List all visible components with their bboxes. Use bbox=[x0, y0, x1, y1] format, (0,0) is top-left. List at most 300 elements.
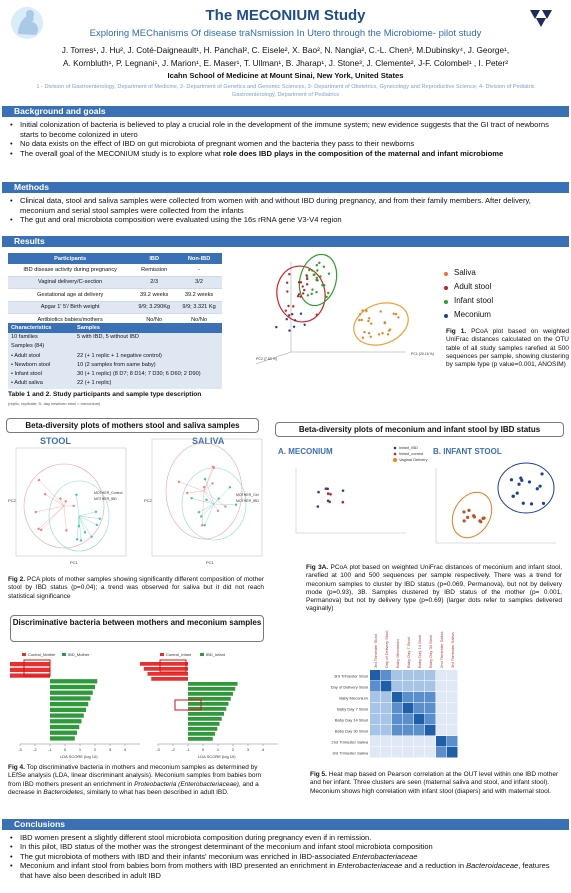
data-point bbox=[542, 502, 545, 505]
table-cell: 22 (+ 1 replic) bbox=[74, 379, 222, 388]
heatmap-cell bbox=[447, 736, 458, 747]
heatmap-col-label: Baby Day 14 Stool bbox=[417, 634, 423, 668]
saliva-legend-a: MOTHER_Ctrl bbox=[236, 493, 259, 497]
infant-control-ellipse bbox=[444, 485, 499, 545]
data-point bbox=[303, 324, 305, 326]
heatmap-cell bbox=[447, 725, 458, 736]
table-cell: 9/9; 3.321 Kg bbox=[176, 301, 222, 314]
fig4-lefse-plots bbox=[10, 650, 290, 760]
lda-bar bbox=[50, 696, 91, 700]
fig3-caption bbox=[306, 564, 562, 614]
tick-label: 4 bbox=[261, 747, 265, 752]
fig4-axis-b: LDA SCORE (log 10) bbox=[198, 754, 236, 759]
heatmap-cell bbox=[381, 670, 392, 681]
table-row bbox=[8, 301, 222, 314]
legend-label: Saliva bbox=[454, 268, 476, 277]
legend-dot bbox=[444, 314, 448, 318]
heatmap-row-label: Baby Day 7 Stool bbox=[337, 706, 368, 712]
heatmap-cell bbox=[436, 692, 447, 703]
data-point bbox=[530, 502, 533, 505]
bullet-text: No data exists on the effect of IBD on gut microbiota of pregnant women and the bacteria they pass to their newborns bbox=[20, 139, 415, 149]
stool-legend-a: MOTHER_Control bbox=[94, 491, 123, 495]
data-point bbox=[370, 322, 372, 324]
fig4-axis-a: LDA SCORE (log 10) bbox=[60, 754, 98, 759]
lda-bar bbox=[50, 691, 93, 695]
lda-bar bbox=[188, 682, 238, 686]
table-row bbox=[8, 370, 222, 379]
bullet-text: IBD women present a slightly different stool microbiota composition during pregnancy even if in remission. bbox=[20, 833, 372, 842]
heatmap-cell bbox=[403, 714, 414, 725]
heatmap-cell bbox=[414, 736, 425, 747]
data-point bbox=[378, 333, 380, 335]
bullet-text: In this pilot, IBD status of the mother was the strongest determinant of the meconium and infant stool microbiota composition bbox=[20, 842, 433, 852]
data-point bbox=[512, 495, 515, 498]
heatmap-cell bbox=[370, 747, 381, 758]
legend-swatch-ibd bbox=[200, 653, 204, 656]
saliva-legend-b: MOTHER_IBD bbox=[236, 499, 259, 503]
bullet-italic: Enterobacteriaceae bbox=[352, 851, 418, 861]
legend-dot bbox=[444, 286, 448, 290]
heatmap-cell bbox=[392, 747, 403, 758]
tick-label: 2 bbox=[231, 747, 235, 752]
table-cell: 39.2 weeks bbox=[132, 289, 176, 302]
stool-legend-b: MOTHER_IBD bbox=[94, 497, 117, 501]
heatmap-cell bbox=[370, 670, 381, 681]
data-point bbox=[522, 502, 525, 505]
bullet-italic: Bacteroidaceae bbox=[466, 861, 519, 871]
table1-header: Participants bbox=[8, 253, 132, 264]
tick-label: 0 bbox=[201, 747, 205, 752]
lda-bar bbox=[188, 717, 222, 721]
fig3-pcoa-plots bbox=[276, 443, 566, 558]
data-point bbox=[316, 269, 318, 271]
saliva-label: SALIVA bbox=[192, 436, 225, 446]
fig4-caption bbox=[8, 764, 272, 797]
legend-label: Adult stool bbox=[454, 282, 492, 291]
heatmap-cell bbox=[425, 703, 436, 714]
conclusions-list bbox=[8, 833, 564, 880]
data-point bbox=[285, 309, 287, 311]
data-point bbox=[288, 273, 290, 275]
data-point bbox=[318, 262, 320, 264]
data-point bbox=[84, 531, 86, 533]
heatmap-cell bbox=[392, 714, 403, 725]
data-point bbox=[462, 510, 465, 513]
data-point bbox=[299, 295, 301, 297]
heatmap-cell bbox=[425, 736, 436, 747]
heatmap-cell bbox=[447, 703, 458, 714]
data-point bbox=[311, 269, 313, 271]
data-point bbox=[37, 528, 39, 530]
caption-italic: Proteobacteria (Enterobacteriaceae) bbox=[134, 780, 239, 788]
caption-text: PCoA plot based on weighted UniFrac distances calculated on the OTU table of all study samples rarefied at 500 sequences per sample, showing clustering by sample type (p value=0.001, ANOSIM) bbox=[446, 328, 569, 369]
data-point bbox=[311, 288, 313, 290]
bullet-text: Clinical data, stool and saliva samples were collected from women with and without IBD during pregnancy, and from their family members. After delivery, meconium and serial stool samples were collected from the infants bbox=[20, 196, 531, 215]
table-cell: 3/2 bbox=[176, 276, 222, 289]
caption-label: Fig 5. bbox=[310, 771, 327, 778]
table-cell: 39.2 weeks bbox=[176, 289, 222, 302]
spider-line bbox=[187, 491, 204, 493]
data-point bbox=[316, 277, 318, 279]
heatmap-cell bbox=[403, 747, 414, 758]
data-point bbox=[292, 305, 294, 307]
infant-ibd-ellipse bbox=[498, 463, 554, 513]
fig3-legend-ibd: Infant_IBD bbox=[399, 445, 418, 450]
legend-dot-ibd bbox=[394, 447, 397, 450]
heatmap-cell bbox=[436, 736, 447, 747]
heatmap-cell bbox=[381, 736, 392, 747]
table-cell: IBD disease activity during pregnancy bbox=[8, 264, 132, 276]
conclusion-bullet-3 bbox=[8, 852, 564, 861]
data-point bbox=[218, 497, 220, 499]
heatmap-col-label: 2nd Trimester Saliva bbox=[439, 631, 445, 668]
data-point bbox=[96, 524, 98, 526]
data-point bbox=[75, 494, 77, 496]
data-point bbox=[65, 529, 67, 531]
heatmap-col-label: Baby Meconium bbox=[395, 639, 401, 668]
table-caption-note: (replic, replicate; D, day newborn stool = meconium) bbox=[8, 401, 101, 406]
lda-bar bbox=[188, 702, 229, 706]
table-cell: No/No bbox=[132, 314, 176, 327]
table-caption: Table 1 and 2. Study participants and sample type description bbox=[8, 391, 202, 398]
heatmap-cell bbox=[436, 747, 447, 758]
data-point bbox=[361, 319, 363, 321]
conclusion-bullet-1 bbox=[8, 833, 564, 842]
fig3-panel-a: A. MECONIUM bbox=[278, 447, 333, 456]
data-point bbox=[217, 510, 219, 512]
legend-label: Meconium bbox=[454, 310, 491, 319]
samples-table bbox=[8, 323, 222, 389]
tick-label: 4 bbox=[123, 747, 127, 752]
table-row bbox=[8, 361, 222, 370]
tick-label: -3 bbox=[18, 747, 22, 752]
table-cell: 5 with IBD, 5 without IBD bbox=[74, 333, 222, 342]
table-cell: 2/3 bbox=[132, 276, 176, 289]
bullet-text: , features that have also been described in adult IBD bbox=[20, 861, 550, 880]
heatmap-cell bbox=[425, 747, 436, 758]
data-point bbox=[178, 481, 180, 483]
data-point bbox=[342, 501, 345, 504]
heatmap-cell bbox=[381, 725, 392, 736]
legend-swatch-control bbox=[160, 653, 164, 656]
tick-label: -2 bbox=[33, 747, 37, 752]
data-point bbox=[519, 476, 522, 479]
data-point bbox=[306, 278, 308, 280]
data-point bbox=[59, 497, 61, 499]
data-point bbox=[300, 313, 302, 315]
data-point bbox=[325, 296, 327, 298]
legend-dot-vaginal bbox=[393, 458, 397, 462]
participants-table bbox=[8, 253, 222, 327]
heatmap-cell bbox=[414, 692, 425, 703]
data-point bbox=[323, 266, 325, 268]
table-row bbox=[8, 379, 222, 388]
spider-line bbox=[76, 495, 79, 516]
table-cell: 22 (+ 1 replic + 1 negative control) bbox=[74, 352, 222, 361]
heatmap-cell bbox=[425, 714, 436, 725]
fig1-caption bbox=[446, 328, 569, 369]
heatmap-cell bbox=[447, 714, 458, 725]
data-point bbox=[367, 320, 369, 322]
lda-bar bbox=[50, 731, 77, 735]
data-point bbox=[516, 491, 519, 494]
heatmap-cell bbox=[381, 747, 392, 758]
heatmap-cell bbox=[370, 703, 381, 714]
fig5-heatmap bbox=[300, 610, 530, 775]
data-point bbox=[38, 479, 40, 481]
table-cell: • Newborn stool bbox=[8, 361, 74, 370]
heatmap-cell bbox=[370, 736, 381, 747]
background-bullet-1 bbox=[8, 120, 564, 139]
lda-bar bbox=[188, 732, 215, 736]
heatmap-cell bbox=[403, 670, 414, 681]
heatmap-grid bbox=[331, 631, 458, 758]
table-cell: Gestational age at delivery bbox=[8, 289, 132, 302]
spider-line bbox=[179, 482, 204, 491]
spider-line bbox=[79, 516, 81, 540]
heatmap-cell bbox=[414, 670, 425, 681]
bullet-text: The gut and oral microbiota composition were evaluated using the 16s rRNA gene V3-V4 region bbox=[20, 215, 342, 225]
institution: Icahn School of Medicine at Mount Sinai, New York, United States bbox=[167, 71, 404, 80]
data-point bbox=[306, 283, 308, 285]
data-point bbox=[510, 478, 513, 481]
data-point bbox=[291, 313, 293, 315]
data-point bbox=[467, 509, 470, 512]
methods-heading: Methods bbox=[2, 182, 569, 193]
table-cell: Vaginal delivery/C-section bbox=[8, 276, 132, 289]
caption-label: Fig 4. bbox=[8, 764, 25, 771]
data-point bbox=[186, 492, 188, 494]
background-bullet-2 bbox=[8, 139, 564, 149]
data-point bbox=[370, 336, 372, 338]
stool-label: STOOL bbox=[40, 436, 71, 446]
heatmap-cell bbox=[381, 714, 392, 725]
table-row bbox=[8, 342, 222, 351]
bullet-text: and a reduction in bbox=[402, 861, 467, 871]
heatmap-cell bbox=[403, 736, 414, 747]
data-point bbox=[203, 524, 205, 526]
data-point bbox=[301, 285, 303, 287]
data-point bbox=[342, 489, 345, 492]
table-row bbox=[8, 276, 222, 289]
table-cell: 30 (+ 1 replic) (8 D7; 8 D14; 7 D30; 6 D60; 2 D90) bbox=[74, 370, 222, 379]
saliva-axis-y: PC2 bbox=[144, 498, 152, 503]
fig1-pcoa-plot bbox=[236, 252, 436, 367]
lda-bar bbox=[50, 725, 79, 729]
author-list bbox=[6, 44, 565, 70]
data-point bbox=[203, 486, 205, 488]
table-cell: - bbox=[176, 264, 222, 276]
data-point bbox=[235, 504, 237, 506]
data-point bbox=[381, 332, 383, 334]
heatmap-cell bbox=[370, 681, 381, 692]
heatmap-cell bbox=[436, 725, 447, 736]
table1-header: IBD bbox=[132, 253, 176, 264]
methods-bullet-2 bbox=[8, 215, 564, 225]
heatmap-cell bbox=[414, 681, 425, 692]
heatmap-cell bbox=[381, 692, 392, 703]
heatmap-cell bbox=[414, 725, 425, 736]
conclusion-bullet-2 bbox=[8, 842, 564, 851]
data-point bbox=[319, 275, 321, 277]
fig3-legend-control: Infant_control bbox=[399, 451, 424, 456]
data-point bbox=[308, 269, 310, 271]
data-point bbox=[328, 272, 330, 274]
lda-bar bbox=[188, 687, 235, 691]
data-point bbox=[463, 519, 466, 522]
data-point bbox=[368, 317, 370, 319]
data-point bbox=[327, 492, 330, 495]
data-point bbox=[317, 505, 320, 508]
data-point bbox=[213, 467, 215, 469]
heatmap-row-label: Baby Day 30 Stool bbox=[334, 728, 368, 734]
lda-bar bbox=[188, 692, 233, 696]
data-point bbox=[90, 536, 92, 538]
data-point bbox=[359, 313, 361, 315]
fig3-panel-b: B. INFANT STOOL bbox=[433, 447, 502, 456]
heatmap-cell bbox=[403, 703, 414, 714]
table2-header: Characteristics bbox=[8, 323, 74, 333]
bullet-text: Meconium and infant stool from babies born from mothers with IBD presented an enrichment in bbox=[20, 861, 338, 871]
heatmap-cell bbox=[392, 736, 403, 747]
heatmap-col-label: Baby Day 30 Stool bbox=[428, 634, 434, 668]
caption-text: Meconium samples from babies born from IBD mothers present an enrichment in bbox=[8, 772, 262, 788]
data-point bbox=[380, 310, 382, 312]
lda-bar bbox=[188, 737, 213, 741]
caption-text: Top discriminative bacteria in mothers and meconium samples as determined by LEfSe analysis (LDA, linear discriminant analysis). bbox=[8, 764, 258, 780]
bullet-text: The overall goal of the MECONIUM study is to explore what bbox=[20, 148, 224, 158]
fig4-legend-b1: IBD_Infant bbox=[206, 652, 225, 657]
data-point bbox=[286, 282, 288, 284]
icahn-logo bbox=[524, 8, 564, 46]
heatmap-cell bbox=[436, 703, 447, 714]
data-point bbox=[40, 529, 42, 531]
data-point bbox=[329, 493, 332, 496]
heatmap-cell bbox=[414, 747, 425, 758]
table-row bbox=[8, 264, 222, 276]
data-point bbox=[472, 514, 475, 517]
data-point bbox=[201, 524, 203, 526]
heatmap-row-label: 3rd Trimester Stool bbox=[334, 673, 368, 679]
data-point bbox=[224, 505, 226, 507]
table1-header: Non-IBD bbox=[176, 253, 222, 264]
tick-label: -1 bbox=[186, 747, 190, 752]
lda-bar bbox=[10, 662, 50, 666]
spider-line bbox=[192, 498, 214, 504]
caption-text: Heat map based on Pearson correlation at the OUT level within one IBD mother and her infant. Three clusters are seen (maternal saliva and stool, and infant stool). Meconium shows high correlation with infant stool (diapers) and with maternal stool. bbox=[310, 771, 559, 795]
caption-text: , similarly to what has been described in adult IBD. bbox=[83, 788, 229, 796]
spider-line bbox=[79, 512, 96, 516]
heatmap-cell bbox=[425, 692, 436, 703]
data-point bbox=[311, 293, 313, 295]
fig4-legend-b0: Control_Infant bbox=[166, 652, 192, 657]
poster-title: The MECONIUM Study bbox=[205, 7, 366, 24]
caption-label: Fig 2. bbox=[8, 576, 26, 583]
table-cell: 10 families bbox=[8, 333, 74, 342]
lda-bar bbox=[50, 679, 97, 683]
data-point bbox=[540, 472, 543, 475]
background-bullet-3 bbox=[8, 149, 564, 159]
data-point bbox=[393, 313, 395, 315]
lda-bar bbox=[50, 702, 88, 706]
bullet-text: The gut microbiota of mothers with IBD and their infants' meconium was enriched in IBD-associated bbox=[20, 851, 353, 861]
data-point bbox=[326, 487, 329, 490]
bullet-text-bold: role does IBD plays in the composition of the maternal and infant microbiome bbox=[223, 148, 504, 158]
data-point bbox=[80, 539, 82, 541]
data-point bbox=[298, 281, 300, 283]
table-cell: No/No bbox=[176, 314, 222, 327]
heatmap-cell bbox=[392, 681, 403, 692]
heatmap-row-label: 2nd Trimester Saliva bbox=[331, 739, 368, 745]
table-cell: • Adult stool bbox=[8, 352, 74, 361]
tick-label: 1 bbox=[78, 747, 82, 752]
data-point bbox=[387, 333, 389, 335]
lda-bar bbox=[50, 685, 95, 689]
legend-dot-control bbox=[394, 453, 397, 456]
stool-axis-y: PC2 bbox=[8, 498, 16, 503]
data-point bbox=[286, 290, 288, 292]
spider-line bbox=[199, 504, 214, 512]
fig1-axis-x: PC1 (20.16 %) bbox=[411, 352, 434, 356]
stool-plot-frame bbox=[16, 448, 126, 556]
heatmap-cell bbox=[370, 725, 381, 736]
table-cell: Apgar 1' 5'/ Birth weight bbox=[8, 301, 132, 314]
legend-dot bbox=[444, 300, 448, 304]
heatmap-cell bbox=[414, 703, 425, 714]
caption-text: PCA plots of mother samples showing significantly different composition of mother stool by IBD status (p=0.04); a trend was observed for saliva but it did not reach statistical significance bbox=[8, 576, 264, 600]
caption-label: Fig 1. bbox=[446, 328, 467, 335]
data-point bbox=[35, 511, 37, 513]
fig2-pca-plots bbox=[4, 436, 264, 566]
tick-label: -2 bbox=[171, 747, 175, 752]
lda-bar bbox=[188, 722, 220, 726]
data-point bbox=[466, 516, 469, 519]
spider-line bbox=[39, 506, 64, 529]
data-point bbox=[358, 319, 360, 321]
author-line-2: A. Kornbluth¹, P. Legnani¹, J. Marion¹, E. Maser¹, T. Ullman¹, B. Jharap¹, J. Stone³, J. Clemente², J-F. Colombel¹ , I. Peter² bbox=[62, 58, 509, 68]
data-point bbox=[389, 328, 391, 330]
fig2-caption bbox=[8, 576, 264, 601]
data-point bbox=[76, 538, 78, 540]
heatmap-col-label: Day of Delivery Stool bbox=[384, 630, 390, 668]
tick-label: 3 bbox=[108, 747, 112, 752]
heatmap-cell bbox=[436, 681, 447, 692]
table-cell: • Adult saliva bbox=[8, 379, 74, 388]
data-point bbox=[313, 274, 315, 276]
fig2-title: Beta-diversity plots of mothers stool and saliva samples bbox=[6, 418, 259, 433]
lda-bar bbox=[50, 719, 82, 723]
data-point bbox=[229, 486, 231, 488]
fig1-axis-y: PC2 (7.83 %) bbox=[256, 357, 278, 361]
tick-label: 0 bbox=[63, 747, 67, 752]
spider-line bbox=[214, 487, 230, 504]
spider-line bbox=[214, 504, 236, 505]
data-point bbox=[95, 511, 97, 513]
table-cell: Antibiotics babies/mothers bbox=[8, 314, 132, 327]
data-point bbox=[536, 487, 539, 490]
methods-bullet-1 bbox=[8, 196, 564, 215]
lda-bar bbox=[50, 736, 75, 740]
spider-line bbox=[41, 506, 64, 530]
data-point bbox=[363, 331, 365, 333]
data-point bbox=[479, 520, 482, 523]
data-point bbox=[397, 316, 399, 318]
data-point bbox=[275, 326, 277, 328]
data-point bbox=[362, 337, 364, 339]
heatmap-col-label: 3rd Trimester Stool bbox=[373, 634, 379, 668]
data-point bbox=[323, 284, 325, 286]
conclusion-bullet-4 bbox=[8, 861, 564, 880]
